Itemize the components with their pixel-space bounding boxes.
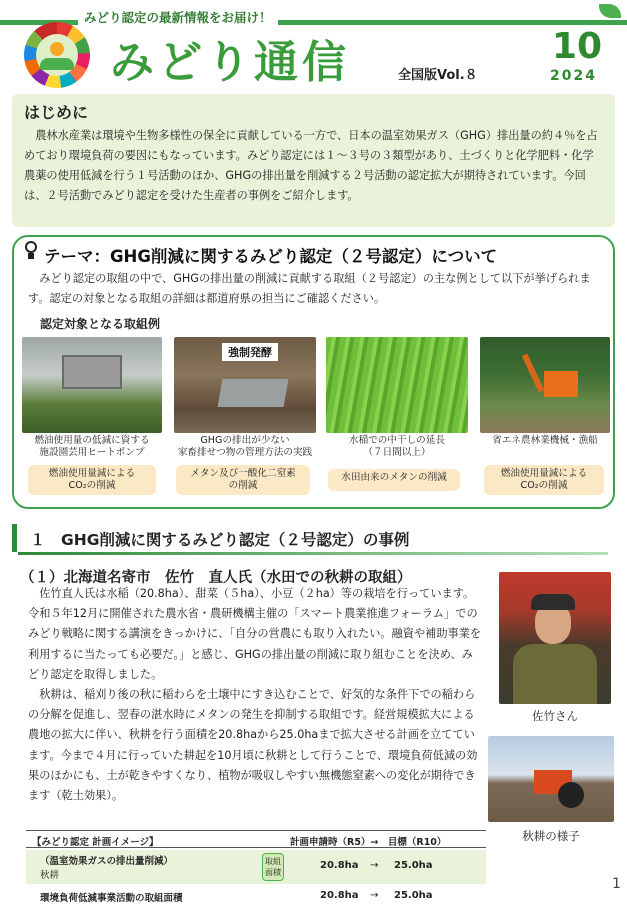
issue-number: 10 [552, 26, 603, 67]
effect-tag: メタン及び一酸化二窒素 の削減 [176, 465, 310, 495]
midori-logo-icon [24, 22, 90, 88]
theme-box [12, 235, 615, 509]
heat-pump-photo [22, 337, 162, 433]
compost-photo [174, 337, 316, 433]
lightbulb-icon [22, 239, 40, 261]
effect-tag: 水田由来のメタンの削減 [328, 469, 460, 491]
leaf-icon [599, 4, 621, 18]
edition-label: 全国版Vol.８ [398, 68, 478, 83]
section-title: １ GHG削減に関するみどり認定（２号認定）の事例 [30, 531, 410, 549]
compost-banner: 強制発酵 [222, 343, 278, 361]
example-caption: 水稲での中干しの延長 （７日間以上） [349, 435, 445, 458]
case-body [28, 584, 484, 806]
intro-body: 農林水産業は環境や生物多様性の保全に貢献している一方で、日本の温室効果ガス（GHG）排出量の約４％を占めており環境負荷の要因にもなっています。みどり認定には１～３号の３類型があり、土づくりと化学肥料・化学農薬の使用低減を行う１号活動のほか、GHGの排出量を削減する２号活動の認定拡大が期待されています。今回は、２号活動でみどり認定を受けた生産者の事例をご紹介します。 [24, 129, 598, 202]
newsletter-title: みどり通信 [110, 37, 350, 88]
tagline: みどり認定の最新情報をお届け！ [78, 8, 278, 26]
issue-year: 2024 [550, 68, 597, 84]
example-caption: 燃油使用量の低減に資する 施設園芸用ヒートポンプ [34, 435, 150, 458]
area-chip: 取組面積 [262, 853, 284, 881]
farmer-photo-caption: 佐竹さん [532, 709, 578, 723]
theme-description: みどり認定の取組の中で、GHGの排出量の削減に貢献する取組（２号認定）の主な例として以下が挙げられます。認定の対象となる取組の詳細は都道府県の担当にご確認ください。 [28, 272, 591, 305]
plan-table [26, 830, 486, 908]
examples-title: 認定対象となる取組例 [40, 317, 161, 331]
tractor-photo [488, 736, 614, 822]
section-heading [8, 524, 608, 554]
tractor-photo-caption: 秋耕の様子 [522, 829, 580, 843]
example-caption: 省エネ農林業機械・漁船 [492, 435, 598, 446]
case-subheading: （１）北海道名寄市 佐竹 直人氏（水田での秋耕の取組） [20, 570, 412, 586]
intro-heading: はじめに [24, 103, 89, 122]
effect-tag: 燃油使用量減による CO₂の削減 [484, 465, 604, 495]
intro-box [12, 94, 615, 227]
page-number: 1 [612, 876, 621, 892]
arrow-icon: → [370, 890, 379, 901]
arrow-icon: → [370, 860, 379, 871]
effect-tag: 燃油使用量減による CO₂の削減 [28, 465, 156, 495]
case-paragraph: 秋耕は、稲刈り後の秋に稲わらを土壌中にすき込むことで、好気的な条件下での稲わらの分解を促進し、翌春の湛水時にメタンの発生を抑制する取組です。経営規模拡大による農地の拡大に伴い、秋耕を行う面積を20.8haから25.0haまで拡大させる計画を立てています。今まで４月に行っていた耕起を10月頃に秋耕として行うことで、環境負荷低減の効果のほかにも、土が乾きやすくなり、植物が吸収しやすい無機態窒素への変化が期待できます（乾土効果）。 [28, 688, 478, 803]
farmer-photo [499, 572, 611, 704]
forestry-machine-photo [480, 337, 610, 433]
theme-title: テーマ：GHG削減に関するみどり認定（２号認定）について [44, 247, 498, 266]
paddy-photo [326, 337, 468, 433]
newsletter-header [0, 0, 627, 92]
case-paragraph: 佐竹直人氏は水稲（20.8ha）、甜菜（５ha）、小豆（２ha）等の栽培を行っています。令和５年12月に開催された農水省・農研機構主催の「スマート農業推進フォーラム」でのみどり戦略に関する講演をきっかけに、「自分の営農にも取り入れたい。融資や補助事業を利用するに当たっても必要だ。」と感じ、GHGの排出量の削減に取り組むことを決め、みどり認定を取得しました。 [28, 587, 482, 681]
example-caption: GHGの排出が少ない 家畜排せつ物の管理方法の実践 [177, 435, 313, 458]
plan-row: 環境負荷低減事業活動の取組面積 20.8ha → 25.0ha [40, 890, 433, 904]
plan-row: （温室効果ガスの排出量削減） 秋耕 取組面積 20.8ha → 25.0ha [26, 850, 486, 884]
plan-header: 【みどり認定 計画イメージ】 計画申請時（R5）→ 目標（R10） [26, 830, 486, 848]
